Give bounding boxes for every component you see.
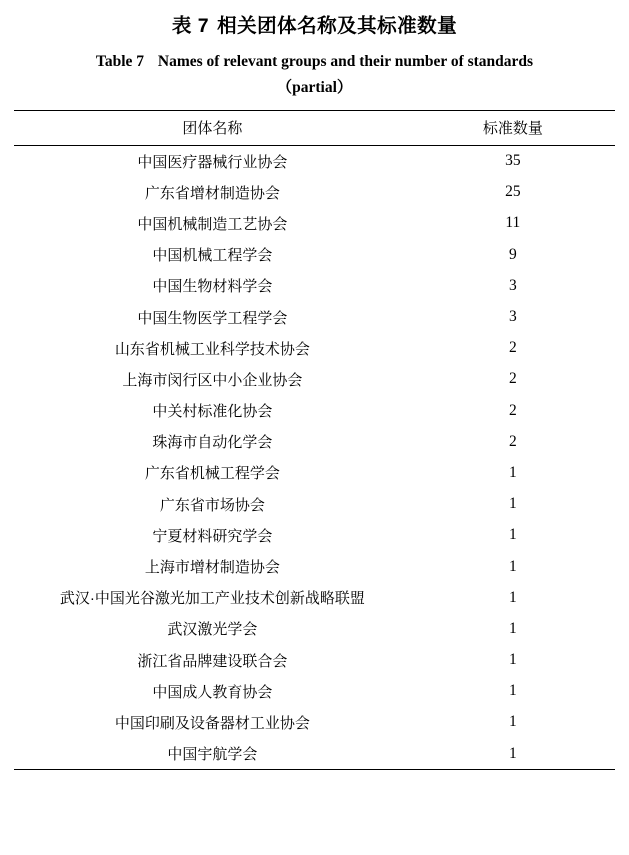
cell-group-name: 中国机械工程学会	[152, 247, 273, 265]
cell-group-name: 中国机械制造工艺协会	[137, 215, 288, 233]
cell-standard-count: 1	[508, 495, 517, 513]
cell-group-name: 武汉·中国光谷激光加工产业技术创新战略联盟	[59, 590, 365, 608]
table-row	[14, 613, 615, 644]
cell-group-name: 广东省机械工程学会	[144, 465, 280, 483]
table-row	[14, 645, 615, 676]
cell-group-name: 中国印刷及设备器材工业协会	[114, 714, 310, 732]
table-row	[14, 208, 615, 239]
cell-standard-count: 2	[508, 432, 517, 450]
table-title-chinese	[14, 12, 615, 41]
cell-standard-count: 25	[505, 183, 521, 201]
table-row	[14, 489, 615, 520]
standards-table	[14, 110, 615, 771]
cell-standard-count: 9	[508, 245, 517, 263]
cell-standard-count: 1	[411, 738, 615, 770]
cell-standard-count: 2	[508, 370, 517, 388]
table-number-english: Table 7	[95, 53, 145, 71]
cell-standard-count: 35	[505, 152, 521, 170]
table-row	[14, 707, 615, 738]
cell-group-name: 中国生物材料学会	[152, 278, 273, 296]
table-row	[14, 239, 615, 270]
cell-group-name: 珠海市自动化学会	[152, 434, 273, 452]
cell-standard-count: 1	[508, 526, 517, 544]
table-row	[14, 364, 615, 395]
cell-standard-count: 1	[508, 588, 517, 606]
cell-standard-count: 3	[508, 308, 517, 326]
table-title-english	[14, 50, 615, 74]
column-header-group-name: 团体名称	[14, 110, 411, 145]
table-row	[14, 426, 615, 457]
table-body	[14, 145, 615, 770]
cell-standard-count: 1	[508, 713, 517, 731]
table-title-english-line1: Names of relevant groups and their number of standards	[157, 53, 534, 71]
table-title-english-line2: （partial）	[276, 79, 353, 97]
table-header-row	[14, 110, 615, 145]
cell-standard-count: 3	[508, 276, 517, 294]
cell-standard-count: 1	[508, 682, 517, 700]
cell-group-name: 武汉激光学会	[167, 621, 258, 639]
table-number-chinese: 表 7	[171, 15, 210, 37]
cell-group-name: 中关村标准化协会	[152, 403, 273, 421]
table-row	[14, 738, 615, 770]
table-title-chinese-text: 相关团体名称及其标准数量	[217, 15, 458, 37]
cell-standard-count: 1	[508, 619, 517, 637]
cell-group-name: 宁夏材料研究学会	[152, 527, 273, 545]
cell-group-name: 广东省增材制造协会	[144, 184, 280, 202]
table-row	[14, 676, 615, 707]
cell-group-name: 中国医疗器械行业协会	[137, 153, 288, 171]
cell-standard-count: 1	[508, 651, 517, 669]
table-row	[14, 520, 615, 551]
table-header	[14, 110, 615, 145]
table-row	[14, 395, 615, 426]
cell-standard-count: 1	[508, 463, 517, 481]
table-row	[14, 582, 615, 613]
table-row	[14, 270, 615, 301]
table-row	[14, 333, 615, 364]
table-row	[14, 301, 615, 332]
cell-group-name: 广东省市场协会	[159, 496, 265, 514]
table-row	[14, 177, 615, 208]
cell-group-name: 浙江省品牌建设联合会	[137, 652, 288, 670]
cell-group-name: 山东省机械工业科学技术协会	[114, 340, 310, 358]
cell-standard-count: 2	[508, 339, 517, 357]
cell-group-name: 中国生物医学工程学会	[137, 309, 288, 327]
cell-standard-count: 2	[508, 401, 517, 419]
table-row	[14, 457, 615, 488]
table-row	[14, 551, 615, 582]
cell-group-name: 中国宇航学会	[14, 738, 411, 770]
cell-standard-count: 11	[505, 214, 521, 232]
column-header-standard-count: 标准数量	[411, 110, 615, 145]
cell-group-name: 中国成人教育协会	[152, 683, 273, 701]
cell-group-name: 上海市增材制造协会	[144, 559, 280, 577]
cell-standard-count: 1	[508, 557, 517, 575]
cell-group-name: 上海市闵行区中小企业协会	[122, 371, 303, 389]
table-row	[14, 145, 615, 177]
